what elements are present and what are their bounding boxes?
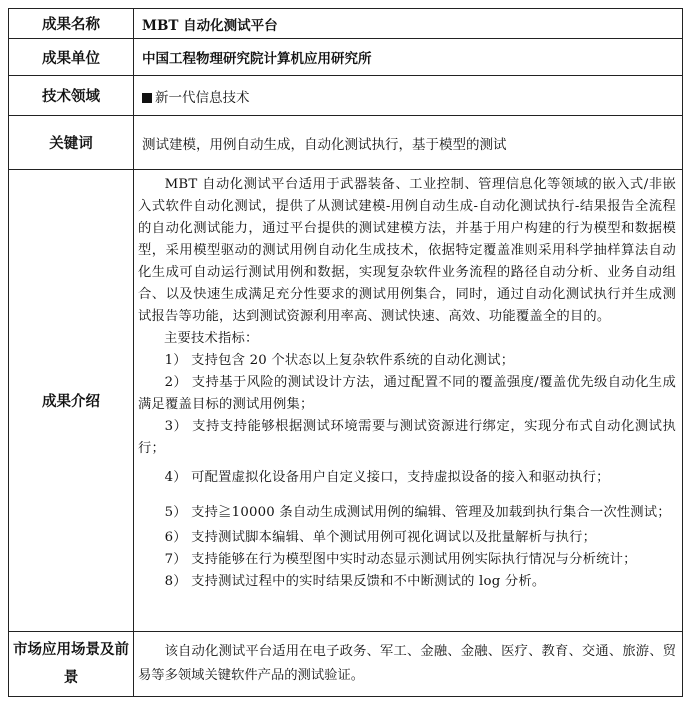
value-name: MBT 自动化测试平台 [134, 9, 683, 39]
indicator-item-3: 3） 支持支持能够根据测试环境需要与测试资源进行绑定，实现分布式自动化测试执行； [138, 419, 676, 456]
value-market: 该自动化测试平台适用在电子政务、军工、金融、金融、医疗、教育、交通、旅游、贸易等多领域关键软件产品的测试验证。 [134, 632, 683, 697]
indicators-title: 主要技术指标： [164, 331, 259, 346]
indicator-item-2: 2） 支持基于风险的测试设计方法，通过配置不同的覆盖强度/覆盖优先级自动化生成满足覆盖目标的测试用例集； [138, 375, 676, 412]
achievement-table [8, 8, 683, 697]
row-unit [9, 39, 683, 76]
indicator-item-7: 7） 支持能够在行为模型图中实时动态显示测试用例实际执行情况与分析统计； [164, 552, 637, 567]
label-field: 技术领域 [9, 76, 134, 116]
indicator-item-5: 5） 支持≧10000 条自动生成测试用例的编辑、管理及加载到执行集合一次性测试； [164, 505, 671, 520]
indicator-item-4: 4） 可配置虚拟化设备用户自定义接口，支持虚拟设备的接入和驱动执行； [164, 470, 610, 485]
intro-paragraph: MBT 自动化测试平台适用于武器装备、工业控制、管理信息化等领域的嵌入式/非嵌入式软件自动化测试，提供了从测试建模-用例自动生成-自动化测试执行-结果报告全流程的自动化测试能力，通过平台提供的测试建模方法，并基于用户构建的行为模型和数据模型，采用模型驱动的测试用例自动化生成技术，依据特定覆盖准则采用科学抽样算法自动化生成可自动运行测试用例和数据，实现复杂软件业务流程的路径自动分析、业务自动组合、以及快速生成满足充分性要求的测试用例集合，同时，通过自动化测试执行并生成测试报告等功能，达到测试资源利用率高、测试快速、高效、功能覆盖全的目的。 [138, 177, 676, 324]
indicator-item-6: 6） 支持测试脚本编辑、单个测试用例可视化调试以及批量解析与执行； [164, 530, 597, 545]
indicator-item-8: 8） 支持测试过程中的实时结果反馈和不中断测试的 log 分析。 [164, 574, 546, 589]
row-name [9, 9, 683, 39]
achievement-sheet [8, 8, 683, 697]
value-field-cell [134, 76, 683, 116]
label-name: 成果名称 [9, 9, 134, 39]
value-unit: 中国工程物理研究院计算机应用研究所 [134, 39, 683, 76]
indicator-item-1: 1） 支持包含 20 个状态以上复杂软件系统的自动化测试； [164, 353, 515, 368]
row-field [9, 76, 683, 116]
row-intro [9, 170, 683, 632]
label-intro: 成果介绍 [9, 170, 134, 632]
label-keywords: 关键词 [9, 116, 134, 170]
label-unit: 成果单位 [9, 39, 134, 76]
intro-content [134, 170, 683, 632]
value-keywords: 测试建模，用例自动生成，自动化测试执行，基于模型的测试 [134, 116, 683, 170]
label-market: 市场应用场景及前景 [9, 632, 134, 697]
checked-square-icon [142, 93, 152, 103]
row-market [9, 632, 683, 697]
row-keywords [9, 116, 683, 170]
value-field: 新一代信息技术 [155, 89, 250, 106]
